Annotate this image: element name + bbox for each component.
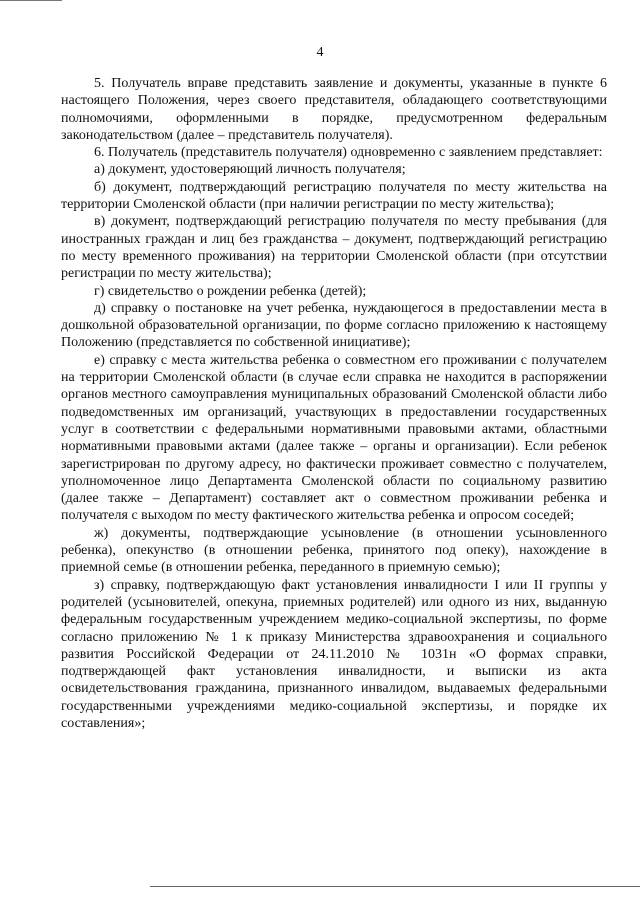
page-number: 4: [316, 45, 324, 60]
list-item-e: е) справку с места жительства ребенка о совместном его проживании с получателем на территории Смоленской области (в случае если справка не находится в распоряжении органов местного самоуправления муниципальных образований Смоленской области либо подведомственных им организаций, участвующих в предоставлении государственных услуг в соответствии с федеральными нормативными правовыми актами, областными нормативными правовыми актами (далее также – органы и организации). Если ребенок зарегистрирован по другому адресу, но фактически проживает совместно с получателем, уполномоченное лицо Департамента Смоленской области по социальному развитию (далее также – Департамент) составляет акт о совместном проживании ребенка и получателя с выходом по месту фактического жительства ребенка и опросом соседей;: [61, 352, 607, 524]
list-item-b: б) документ, подтверждающий регистрацию получателя по месту жительства на территории Смоленской области (при наличии регистрации по месту жительства);: [61, 179, 607, 213]
list-item-zh: ж) документы, подтверждающие усыновление (в отношении усыновленного ребенка), опекунство (в отношении ребенка, принятого под опеку), нахождение в приемной семье (в отношении ребенка, переданного в приемную семью);: [61, 525, 607, 576]
bottom-divider: [150, 886, 640, 887]
paragraph-5: 5. Получатель вправе представить заявление и документы, указанные в пункте 6 настоящего Положения, через своего представителя, обладающего соответствующими полномочиями, оформленными в порядке, предусмотренном федеральным законодательством (далее – представитель получателя).: [61, 76, 607, 143]
list-item-v: в) документ, подтверждающий регистрацию получателя по месту пребывания (для иностранных граждан и лиц без гражданства – документ, подтверждающий регистрацию по месту временного проживания) на территории Смоленской области (при отсутствии регистрации по месту жительства);: [61, 214, 607, 282]
top-divider: [0, 0, 62, 1]
list-item-z: з) справку, подтверждающую факт установления инвалидности I или II группы у родителей (усыновителей, опекуна, приемных родителей) или одного из них, выданную федеральным государственным учреждением медико-социальной экспертизы, по форме согласно приложению № 1 к приказу Министерства здравоохранения и социального развития Российской Федерации от 24.11.2010 № 1031н «О формах справки, подтверждающей факт установления инвалидности, и выписки из акта освидетельствования гражданина, признанного инвалидом, выдаваемых федеральными государственными учреждениями медико-социальной экспертизы, и порядке их составления»;: [61, 577, 607, 731]
document-body: [61, 75, 607, 732]
list-item-g: г) свидетельство о рождении ребенка (детей);: [94, 283, 367, 299]
list-item-a: а) документ, удостоверяющий личность получателя;: [94, 162, 406, 178]
list-item-d: д) справку о постановке на учет ребенка, нуждающегося в предоставлении места в дошкольной образовательной организации, по форме согласно приложению к настоящему Положению (представляется по собственной инициативе);: [61, 300, 607, 351]
paragraph-6: 6. Получатель (представитель получателя) одновременно с заявлением представляет:: [94, 145, 603, 161]
